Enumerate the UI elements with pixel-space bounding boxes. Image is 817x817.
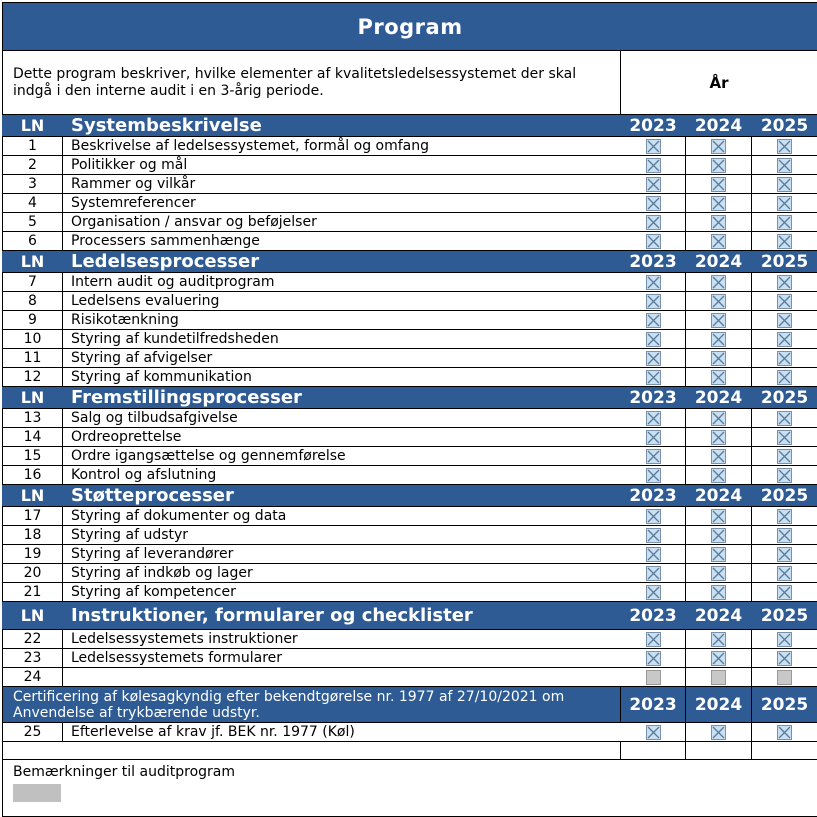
checkbox-checked-icon[interactable] (711, 449, 726, 464)
ln-header: LN (3, 387, 63, 409)
checkbox-checked-icon[interactable] (711, 196, 726, 211)
checkbox-checked-icon[interactable] (646, 725, 661, 740)
ln-header: LN (3, 602, 63, 630)
year-header-2025: 2025 (752, 485, 817, 507)
remarks-input-field[interactable] (13, 784, 61, 802)
checkbox-checked-icon[interactable] (711, 177, 726, 192)
blank-cell (752, 742, 817, 760)
checkbox-checked-icon[interactable] (777, 651, 792, 666)
checkbox-checked-icon[interactable] (646, 196, 661, 211)
row-text: Kontrol og afslutning (63, 466, 621, 485)
row-number: 23 (3, 649, 63, 668)
row-number: 20 (3, 564, 63, 583)
checkbox-checked-icon[interactable] (646, 449, 661, 464)
checkbox-cell-2025 (752, 137, 817, 156)
checkbox-checked-icon[interactable] (711, 585, 726, 600)
checkbox-cell-2024 (686, 292, 752, 311)
checkbox-checked-icon[interactable] (777, 411, 792, 426)
year-header-2023: 2023 (621, 251, 686, 273)
checkbox-cell-2025 (752, 466, 817, 485)
checkbox-checked-icon[interactable] (646, 332, 661, 347)
table-row (3, 213, 817, 232)
checkbox-checked-icon[interactable] (777, 566, 792, 581)
row-number: 22 (3, 630, 63, 649)
checkbox-checked-icon[interactable] (777, 332, 792, 347)
checkbox-cell-2025 (752, 349, 817, 368)
year-header-2023: 2023 (621, 115, 686, 137)
certification-header (3, 687, 817, 723)
checkbox-checked-icon[interactable] (777, 139, 792, 154)
row-text (63, 668, 621, 687)
checkbox-checked-icon[interactable] (711, 234, 726, 249)
table-row (3, 545, 817, 564)
row-text: Ordreoprettelse (63, 428, 621, 447)
checkbox-checked-icon[interactable] (711, 430, 726, 445)
checkbox-cell-2025 (752, 330, 817, 349)
checkbox-checked-icon[interactable] (646, 566, 661, 581)
year-header-2023: 2023 (621, 387, 686, 409)
checkbox-checked-icon[interactable] (777, 215, 792, 230)
checkbox-cell-2024 (686, 723, 752, 742)
row-number: 19 (3, 545, 63, 564)
section-title: Systembeskrivelse (63, 115, 621, 137)
checkbox-checked-icon[interactable] (777, 725, 792, 740)
table-row (3, 649, 817, 668)
checkbox-cell-2024 (686, 507, 752, 526)
row-text: Styring af indkøb og lager (63, 564, 621, 583)
row-number: 6 (3, 232, 63, 251)
checkbox-cell-2025 (752, 630, 817, 649)
checkbox-checked-icon[interactable] (646, 430, 661, 445)
year-header-2024: 2024 (686, 485, 752, 507)
checkbox-checked-icon[interactable] (777, 351, 792, 366)
checkbox-checked-icon[interactable] (777, 177, 792, 192)
table-row (3, 526, 817, 545)
checkbox-checked-icon[interactable] (711, 370, 726, 385)
checkbox-checked-icon[interactable] (777, 430, 792, 445)
row-number: 21 (3, 583, 63, 602)
checkbox-cell-2024 (686, 232, 752, 251)
checkbox-checked-icon[interactable] (646, 158, 661, 173)
row-text: Styring af kompetencer (63, 583, 621, 602)
checkbox-checked-icon[interactable] (777, 632, 792, 647)
checkbox-cell-2023 (621, 545, 686, 564)
table-row (3, 349, 817, 368)
row-text: Styring af kommunikation (63, 368, 621, 387)
section-header (3, 485, 817, 507)
checkbox-cell-2024 (686, 137, 752, 156)
table-row (3, 311, 817, 330)
checkbox-cell-2025 (752, 273, 817, 292)
checkbox-cell-2024 (686, 349, 752, 368)
checkbox-checked-icon[interactable] (777, 509, 792, 524)
checkbox-cell-2023 (621, 194, 686, 213)
checkbox-checked-icon[interactable] (777, 275, 792, 290)
checkbox-cell-2025 (752, 194, 817, 213)
checkbox-cell-2023 (621, 526, 686, 545)
checkbox-checked-icon[interactable] (711, 509, 726, 524)
row-text: Risikotænkning (63, 311, 621, 330)
row-text: Styring af kundetilfredsheden (63, 330, 621, 349)
row-number: 11 (3, 349, 63, 368)
checkbox-checked-icon[interactable] (711, 528, 726, 543)
section-header (3, 115, 817, 137)
checkbox-cell-2024 (686, 583, 752, 602)
table-row (3, 368, 817, 387)
row-text: Ledelsessystemets instruktioner (63, 630, 621, 649)
year-heading: År (621, 51, 817, 115)
year-header-2025: 2025 (752, 387, 817, 409)
blank-cell (621, 742, 686, 760)
row-number: 13 (3, 409, 63, 428)
checkbox-cell-2025 (752, 292, 817, 311)
section-header (3, 387, 817, 409)
blank-row (3, 742, 817, 760)
checkbox-cell-2023 (621, 368, 686, 387)
checkbox-cell-2024 (686, 194, 752, 213)
row-number: 16 (3, 466, 63, 485)
checkbox-cell-2024 (686, 330, 752, 349)
year-header-2024: 2024 (686, 387, 752, 409)
checkbox-cell-2024 (686, 368, 752, 387)
table-row (3, 273, 817, 292)
checkbox-empty-icon[interactable] (711, 670, 726, 685)
checkbox-checked-icon[interactable] (777, 528, 792, 543)
checkbox-empty-icon[interactable] (777, 670, 792, 685)
row-text: Systemreferencer (63, 194, 621, 213)
checkbox-cell-2025 (752, 409, 817, 428)
checkbox-cell-2025 (752, 175, 817, 194)
checkbox-cell-2024 (686, 156, 752, 175)
checkbox-checked-icon[interactable] (646, 509, 661, 524)
row-number: 25 (3, 723, 63, 742)
table-row (3, 292, 817, 311)
checkbox-cell-2023 (621, 466, 686, 485)
checkbox-checked-icon[interactable] (711, 725, 726, 740)
table-row (3, 137, 817, 156)
row-number: 15 (3, 447, 63, 466)
checkbox-checked-icon[interactable] (711, 313, 726, 328)
checkbox-checked-icon[interactable] (711, 566, 726, 581)
checkbox-checked-icon[interactable] (646, 313, 661, 328)
checkbox-cell-2024 (686, 311, 752, 330)
row-text: Styring af dokumenter og data (63, 507, 621, 526)
checkbox-checked-icon[interactable] (777, 158, 792, 173)
row-text: Ledelsens evaluering (63, 292, 621, 311)
table-row (3, 583, 817, 602)
checkbox-cell-2025 (752, 311, 817, 330)
row-text: Styring af afvigelser (63, 349, 621, 368)
checkbox-cell-2023 (621, 330, 686, 349)
checkbox-checked-icon[interactable] (711, 651, 726, 666)
checkbox-cell-2025 (752, 526, 817, 545)
table-row (3, 428, 817, 447)
year-header-2024: 2024 (686, 602, 752, 630)
checkbox-checked-icon[interactable] (646, 294, 661, 309)
checkbox-checked-icon[interactable] (711, 351, 726, 366)
table-row (3, 564, 817, 583)
checkbox-checked-icon[interactable] (646, 547, 661, 562)
table-row (3, 723, 817, 742)
row-number: 10 (3, 330, 63, 349)
row-text: Processers sammenhænge (63, 232, 621, 251)
checkbox-cell-2024 (686, 668, 752, 687)
row-number: 14 (3, 428, 63, 447)
row-number: 4 (3, 194, 63, 213)
year-header-2025: 2025 (752, 115, 817, 137)
checkbox-cell-2023 (621, 156, 686, 175)
checkbox-checked-icon[interactable] (777, 547, 792, 562)
checkbox-cell-2023 (621, 583, 686, 602)
table-row (3, 668, 817, 687)
checkbox-cell-2023 (621, 349, 686, 368)
row-text: Intern audit og auditprogram (63, 273, 621, 292)
checkbox-cell-2024 (686, 213, 752, 232)
checkbox-checked-icon[interactable] (777, 468, 792, 483)
checkbox-cell-2023 (621, 292, 686, 311)
checkbox-checked-icon[interactable] (646, 215, 661, 230)
checkbox-checked-icon[interactable] (646, 528, 661, 543)
checkbox-checked-icon[interactable] (646, 275, 661, 290)
checkbox-checked-icon[interactable] (646, 177, 661, 192)
checkbox-cell-2025 (752, 649, 817, 668)
audit-program-table (2, 2, 817, 817)
checkbox-cell-2023 (621, 311, 686, 330)
year-header-2023: 2023 (621, 602, 686, 630)
checkbox-checked-icon[interactable] (646, 139, 661, 154)
page-title: Program (3, 3, 817, 51)
row-number: 7 (3, 273, 63, 292)
checkbox-cell-2023 (621, 213, 686, 232)
checkbox-cell-2023 (621, 447, 686, 466)
checkbox-cell-2025 (752, 232, 817, 251)
ln-header: LN (3, 485, 63, 507)
checkbox-checked-icon[interactable] (711, 139, 726, 154)
table-row (3, 175, 817, 194)
section-title: Støtteprocesser (63, 485, 621, 507)
section-header (3, 251, 817, 273)
year-header-2025: 2025 (752, 602, 817, 630)
year-header-2024: 2024 (686, 115, 752, 137)
checkbox-empty-icon[interactable] (646, 670, 661, 685)
checkbox-cell-2024 (686, 428, 752, 447)
year-header-2023: 2023 (621, 485, 686, 507)
checkbox-checked-icon[interactable] (711, 632, 726, 647)
checkbox-cell-2024 (686, 564, 752, 583)
year-header-2025: 2025 (752, 251, 817, 273)
checkbox-cell-2023 (621, 409, 686, 428)
checkbox-cell-2025 (752, 428, 817, 447)
checkbox-cell-2024 (686, 649, 752, 668)
blank-cell (3, 742, 621, 760)
ln-header: LN (3, 115, 63, 137)
checkbox-cell-2024 (686, 630, 752, 649)
checkbox-cell-2025 (752, 583, 817, 602)
table-row (3, 447, 817, 466)
checkbox-cell-2024 (686, 447, 752, 466)
row-number: 12 (3, 368, 63, 387)
checkbox-cell-2023 (621, 428, 686, 447)
remarks-label: Bemærkninger til auditprogram (13, 764, 236, 780)
row-text: Politikker og mål (63, 156, 621, 175)
checkbox-checked-icon[interactable] (646, 351, 661, 366)
row-number: 1 (3, 137, 63, 156)
checkbox-checked-icon[interactable] (646, 585, 661, 600)
checkbox-cell-2023 (621, 630, 686, 649)
table-row (3, 507, 817, 526)
table-row (3, 330, 817, 349)
row-text: Efterlevelse af krav jf. BEK nr. 1977 (Køl) (63, 723, 621, 742)
checkbox-checked-icon[interactable] (711, 158, 726, 173)
row-text: Styring af udstyr (63, 526, 621, 545)
checkbox-checked-icon[interactable] (777, 370, 792, 385)
checkbox-cell-2025 (752, 368, 817, 387)
checkbox-checked-icon[interactable] (711, 547, 726, 562)
row-text: Organisation / ansvar og beføjelser (63, 213, 621, 232)
row-text: Rammer og vilkår (63, 175, 621, 194)
section-title: Fremstillingsprocesser (63, 387, 621, 409)
checkbox-checked-icon[interactable] (777, 234, 792, 249)
checkbox-checked-icon[interactable] (777, 196, 792, 211)
checkbox-cell-2023 (621, 507, 686, 526)
checkbox-checked-icon[interactable] (711, 332, 726, 347)
row-number: 5 (3, 213, 63, 232)
year-header-2023: 2023 (621, 687, 686, 723)
program-description: Dette program beskriver, hvilke elementer af kvalitetsledelsessystemet der skal indgå i den interne audit i en 3-årig periode. (3, 51, 621, 115)
checkbox-cell-2024 (686, 466, 752, 485)
checkbox-checked-icon[interactable] (646, 651, 661, 666)
checkbox-cell-2025 (752, 564, 817, 583)
checkbox-checked-icon[interactable] (711, 215, 726, 230)
year-header-2024: 2024 (686, 251, 752, 273)
row-number: 2 (3, 156, 63, 175)
checkbox-checked-icon[interactable] (711, 294, 726, 309)
table-row (3, 194, 817, 213)
row-number: 8 (3, 292, 63, 311)
checkbox-cell-2024 (686, 526, 752, 545)
checkbox-cell-2023 (621, 649, 686, 668)
checkbox-cell-2024 (686, 175, 752, 194)
checkbox-cell-2025 (752, 156, 817, 175)
checkbox-cell-2023 (621, 232, 686, 251)
row-text: Styring af leverandører (63, 545, 621, 564)
table-row (3, 630, 817, 649)
checkbox-cell-2025 (752, 545, 817, 564)
checkbox-checked-icon[interactable] (711, 275, 726, 290)
section-header (3, 602, 817, 630)
checkbox-checked-icon[interactable] (777, 294, 792, 309)
checkbox-checked-icon[interactable] (711, 468, 726, 483)
blank-cell (686, 742, 752, 760)
section-title: Instruktioner, formularer og checklister (63, 602, 621, 630)
year-header-2024: 2024 (686, 687, 752, 723)
year-header-2025: 2025 (752, 687, 817, 723)
checkbox-cell-2025 (752, 507, 817, 526)
row-text: Salg og tilbudsafgivelse (63, 409, 621, 428)
row-text: Beskrivelse af ledelsessystemet, formål og omfang (63, 137, 621, 156)
checkbox-cell-2023 (621, 723, 686, 742)
checkbox-cell-2024 (686, 409, 752, 428)
checkbox-cell-2024 (686, 273, 752, 292)
checkbox-checked-icon[interactable] (646, 234, 661, 249)
checkbox-cell-2023 (621, 668, 686, 687)
checkbox-checked-icon[interactable] (646, 370, 661, 385)
checkbox-cell-2025 (752, 723, 817, 742)
checkbox-cell-2023 (621, 564, 686, 583)
checkbox-checked-icon[interactable] (646, 411, 661, 426)
ln-header: LN (3, 251, 63, 273)
checkbox-cell-2025 (752, 668, 817, 687)
checkbox-checked-icon[interactable] (777, 449, 792, 464)
checkbox-checked-icon[interactable] (711, 411, 726, 426)
row-number: 9 (3, 311, 63, 330)
checkbox-checked-icon[interactable] (777, 313, 792, 328)
checkbox-cell-2025 (752, 213, 817, 232)
checkbox-cell-2024 (686, 545, 752, 564)
section-title: Ledelsesprocesser (63, 251, 621, 273)
checkbox-cell-2023 (621, 175, 686, 194)
checkbox-checked-icon[interactable] (777, 585, 792, 600)
row-text: Ledelsessystemets formularer (63, 649, 621, 668)
table-row (3, 156, 817, 175)
checkbox-cell-2023 (621, 137, 686, 156)
remarks-section (3, 760, 817, 817)
checkbox-checked-icon[interactable] (646, 632, 661, 647)
certification-text: Certificering af kølesagkyndig efter bekendtgørelse nr. 1977 af 27/10/2021 om Anvendelse af trykbærende udstyr. (3, 687, 621, 723)
row-text: Ordre igangsættelse og gennemførelse (63, 447, 621, 466)
row-number: 18 (3, 526, 63, 545)
table-row (3, 232, 817, 251)
table-row (3, 466, 817, 485)
checkbox-checked-icon[interactable] (646, 468, 661, 483)
checkbox-cell-2025 (752, 447, 817, 466)
checkbox-cell-2023 (621, 273, 686, 292)
row-number: 24 (3, 668, 63, 687)
row-number: 17 (3, 507, 63, 526)
row-number: 3 (3, 175, 63, 194)
table-row (3, 409, 817, 428)
